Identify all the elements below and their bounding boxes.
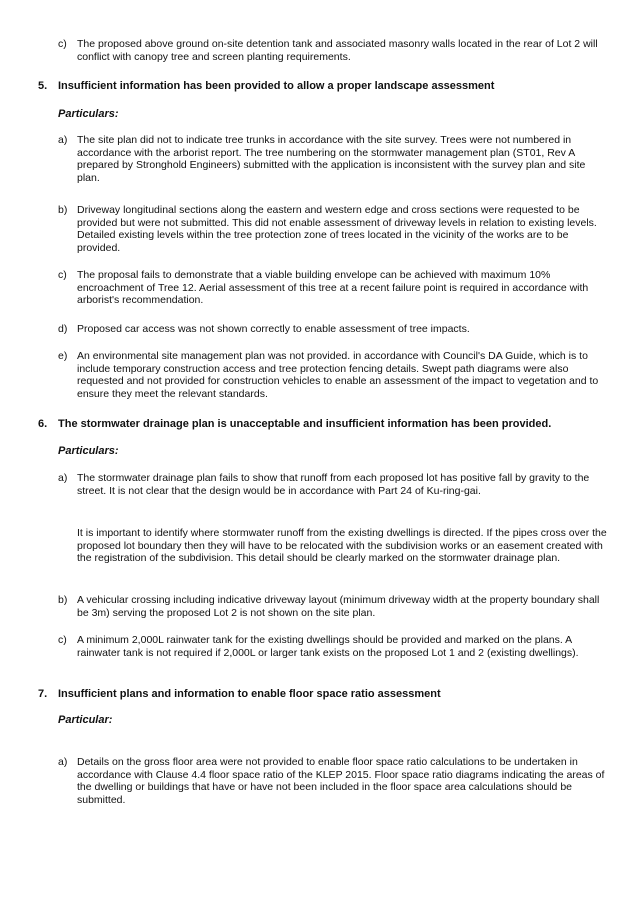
section-title: Insufficient plans and information to enable floor space ratio assessment [58,688,441,700]
item-label: b) [58,204,68,216]
section-7-heading [38,688,618,701]
particulars-label: Particular: [58,714,113,726]
section-number: 5. [38,80,48,92]
list-item [58,756,608,806]
list-item [58,323,608,336]
item-label: d) [58,323,68,335]
item-text: The proposal fails to demonstrate that a viable building envelope can be achieved with maximum 10% encroachment of Tree 12. Aerial assessment of this tree at a recent failure point is required in accordance with arborist's recommendation. [77,269,589,307]
item-text: Details on the gross floor area were not provided to enable floor space ratio calculations to be undertaken in accordance with Clause 4.4 floor space ratio of the KLEP 2015. Floor space ratio diagrams indicating the areas of the dwelling or buildings that have or have not been included in the floor space area calculations should be submitted. [77,756,605,806]
item-label: b) [58,594,68,606]
section-5-heading [38,80,618,93]
particulars-label: Particulars: [58,108,119,120]
item-text: Proposed car access was not shown correctly to enable assessment of tree impacts. [77,323,470,335]
list-item [58,594,608,619]
paragraph: It is important to identify where stormwater runoff from the existing dwellings is directed. If the pipes cross over the proposed lot boundary then they will have to be relocated with the subdivision works or an easement created with the registration of the subdivision. This detail should be clearly marked on the stormwater drainage plan. [77,527,607,565]
item-text: A minimum 2,000L rainwater tank for the existing dwellings should be provided and marked on the plans. A rainwater tank is not required if 2,000L or larger tank exists on the proposed Lot 1 and 2 (existing dwellings). [77,634,579,659]
section-title: The stormwater drainage plan is unacceptable and insufficient information has been provided. [58,418,552,430]
section-number: 7. [38,688,48,700]
item-label: c) [58,38,67,50]
list-item [58,38,608,63]
section-6-heading [38,418,618,431]
list-item [58,134,608,184]
particulars-label: Particulars: [58,445,119,457]
item-text: The site plan did not to indicate tree trunks in accordance with the site survey. Trees were not numbered in accordance with the arborist report. The tree numbering on the stormwater management plan (ST01, Rev A prepared by Stronghold Engineers) submitted with the application is inconsistent with the survey plan and site plan. [77,134,586,184]
item-text: Driveway longitudinal sections along the eastern and western edge and cross sections were requested to be provided but were not submitted. This did not enable assessment of driveway levels in relation to existing levels. Detailed existing levels within the tree protection zone of trees located in the vicinity of the works are to be provided. [77,204,597,254]
item-text: A vehicular crossing including indicative driveway layout (minimum driveway width at the property boundary shall be 3m) serving the proposed Lot 2 is not shown on the site plan. [77,594,600,619]
section-title: Insufficient information has been provided to allow a proper landscape assessment [58,80,495,92]
item-label: a) [58,472,68,484]
list-item [58,269,608,307]
list-item [58,204,608,254]
item-label: e) [58,350,68,362]
list-item [58,634,608,659]
item-label: a) [58,756,68,768]
section-number: 6. [38,418,48,430]
list-item [58,472,608,497]
list-item [58,350,608,400]
item-text: An environmental site management plan was not provided. in accordance with Council's DA Guide, which is to include temporary construction access and tree protection fencing details. Swept path diagrams were also requested and not provided for construction vehicles to enable an assessment of the impact to vegetation and to ensure they meet the relevant standards. [77,350,599,400]
item-label: c) [58,269,67,281]
item-text: The stormwater drainage plan fails to show that runoff from each proposed lot has positive fall by gravity to the street. It is not clear that the design would be in accordance with Part 24 of Ku-ring-gai. [77,472,590,497]
item-text: The proposed above ground on-site detention tank and associated masonry walls located in the rear of Lot 2 will conflict with canopy tree and screen planting requirements. [77,38,598,63]
item-label: a) [58,134,68,146]
item-label: c) [58,634,67,646]
